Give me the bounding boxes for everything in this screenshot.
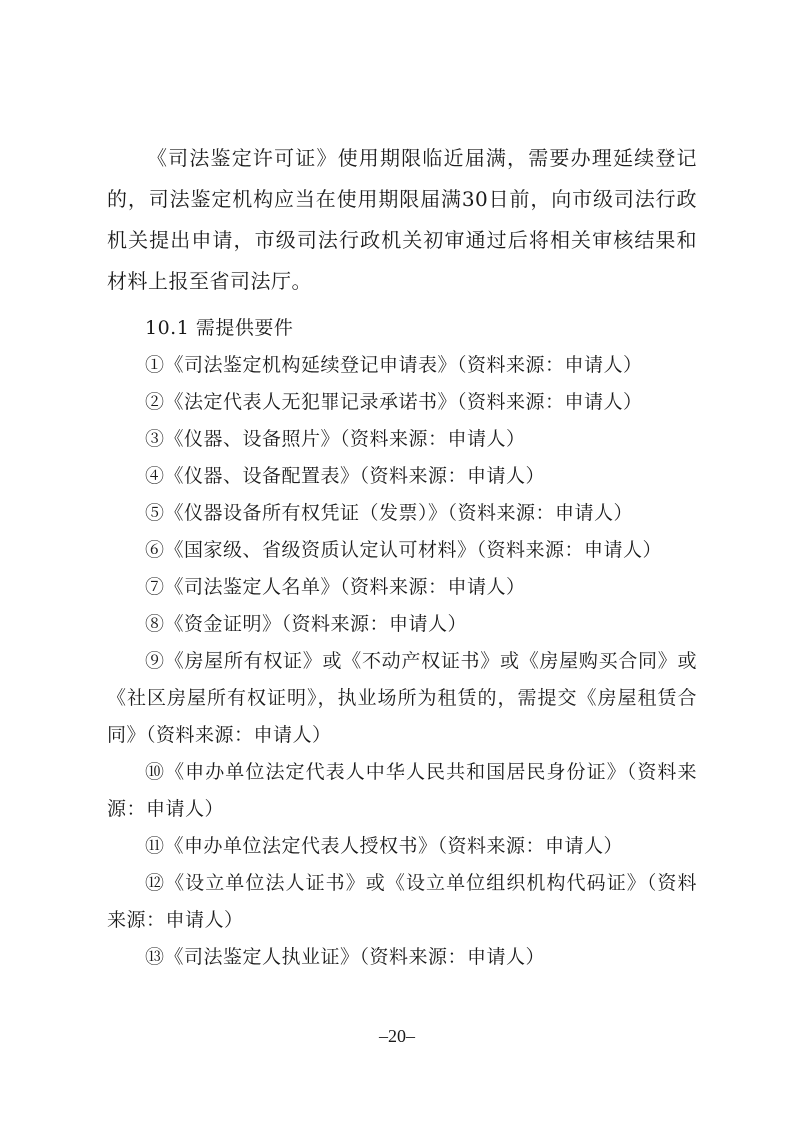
intro-paragraph: 《司法鉴定许可证》使用期限临近届满，需要办理延续登记的，司法鉴定机构应当在使用期限届满30日前，向市级司法行政机关提出申请，市级司法行政机关初审通过后将相关审核结果和材料上报至省司法厅。 [107,146,697,293]
list-item: ⑨《房屋所有权证》或《不动产权证书》或《房屋购买合同》或《社区房屋所有权证明》，执业场所为租赁的，需提交《房屋租赁合同》（资料来源：申请人） [107,650,697,746]
list-item: ⑧《资金证明》（资料来源：申请人） [145,613,468,635]
document-page [107,0,697,1123]
list-item: ②《法定代表人无犯罪记录承诺书》（资料来源：申请人） [145,391,643,413]
list-item: ①《司法鉴定机构延续登记申请表》（资料来源：申请人） [145,354,643,376]
list-item: ③《仪器、设备照片》（资料来源：申请人） [145,428,526,450]
list-item: ⑥《国家级、省级资质认定认可材料》（资料来源：申请人） [145,539,663,561]
list-item: ⑪《申办单位法定代表人授权书》（资料来源：申请人） [145,835,624,857]
list-item: ⑤《仪器设备所有权凭证（发票）》（资料来源：申请人） [145,502,634,524]
section-title: 10.1 需提供要件 [145,317,294,339]
requirements-list [107,310,697,976]
list-item: ④《仪器、设备配置表》（资料来源：申请人） [145,465,546,487]
page-number: –20– [379,1026,415,1046]
list-item: ⑦《司法鉴定人名单》（资料来源：申请人） [145,576,526,598]
list-item: ⑫《设立单位法人证书》或《设立单位组织机构代码证》（资料来源：申请人） [107,872,697,931]
list-item: ⑬《司法鉴定人执业证》（资料来源：申请人） [145,946,546,968]
list-item: ⑩《申办单位法定代表人中华人民共和国居民身份证》（资料来源：申请人） [107,761,697,820]
